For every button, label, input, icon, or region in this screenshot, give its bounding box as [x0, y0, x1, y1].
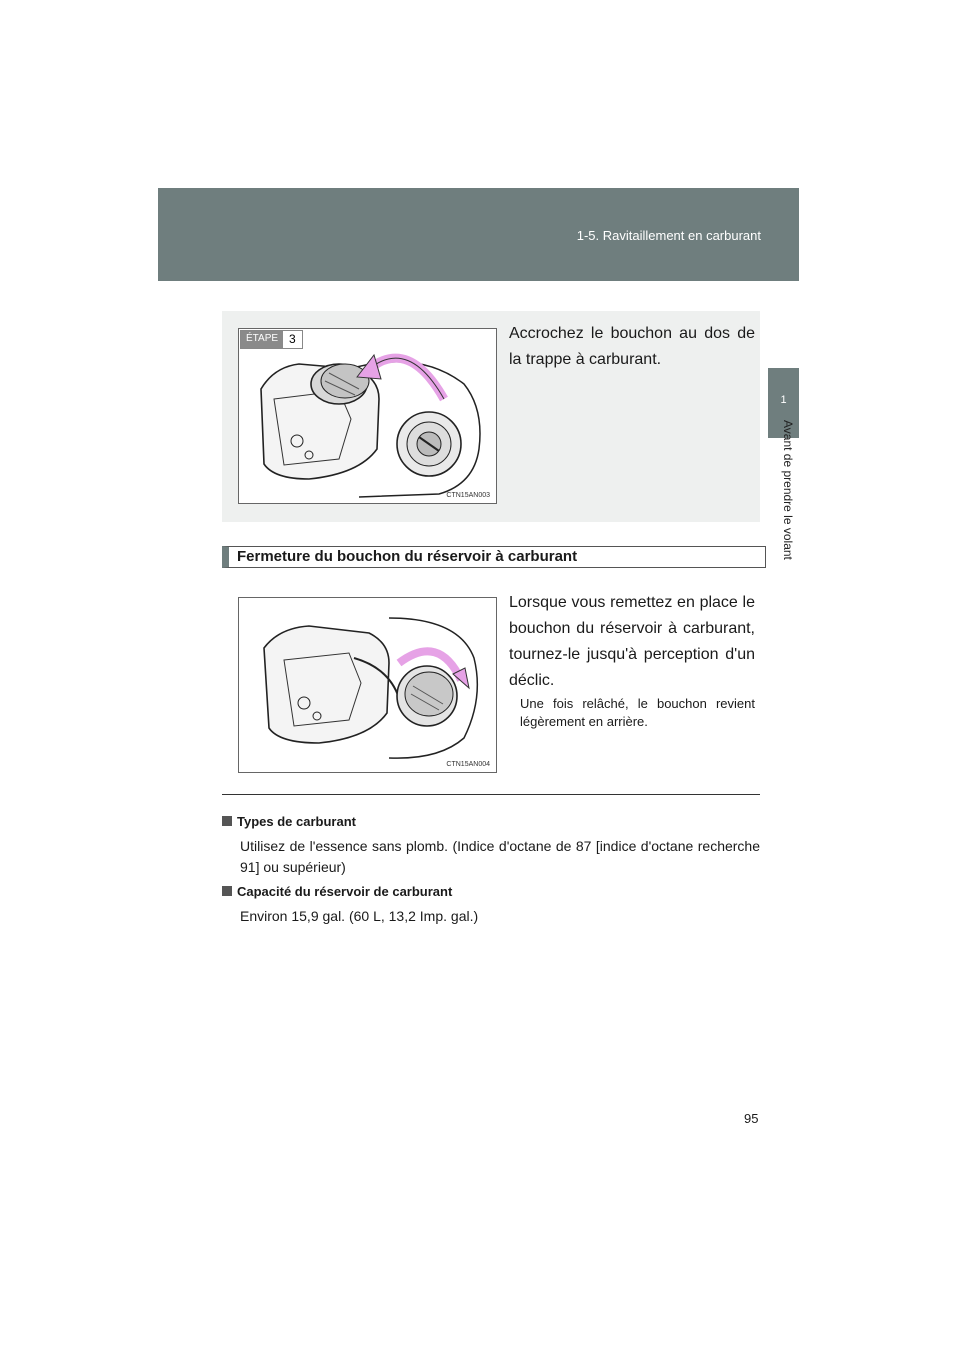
section-title: 1-5. Ravitaillement en carburant: [576, 228, 761, 243]
step-badge: [240, 330, 303, 349]
bullet-square-icon: [222, 816, 232, 826]
page-number: 95: [744, 1111, 759, 1126]
info-body: Utilisez de l'essence sans plomb. (Indice d'octane de 87 [indice d'octane recherche 91] ou supérieur): [240, 838, 760, 875]
section-heading-text: Fermeture du bouchon du réservoir à carburant: [237, 548, 578, 565]
step-badge-number: 3: [283, 331, 302, 348]
info-item: [222, 814, 760, 878]
fuel-door-open-illustration: [239, 329, 496, 503]
info-body: Environ 15,9 gal. (60 L, 13,2 Imp. gal.): [240, 908, 479, 924]
divider: [222, 794, 760, 795]
figure-hang-cap: [238, 328, 497, 504]
section-heading: [222, 546, 766, 568]
closing-instruction: Lorsque vous remettez en place le bouchon du réservoir à carburant, tournez-le jusqu'à perception d'un déclic.: [509, 594, 755, 689]
chapter-number: 1: [780, 394, 787, 406]
info-title: Types de carburant: [237, 814, 356, 829]
figure-code: CTN15AN004: [446, 761, 490, 768]
step-badge-label: ÉTAPE: [241, 331, 283, 348]
figure-code: CTN15AN003: [446, 492, 490, 499]
figure-close-cap: [238, 597, 497, 773]
chapter-title: Avant de prendre le volant: [781, 420, 795, 560]
step-instruction: Accrochez le bouchon au dos de la trappe à carburant.: [509, 325, 755, 368]
info-title: Capacité du réservoir de carburant: [237, 884, 453, 899]
header-bar: [158, 188, 799, 281]
closing-note: Une fois relâché, le bouchon revient légèrement en arrière.: [520, 696, 755, 729]
info-item: [222, 884, 760, 927]
bullet-square-icon: [222, 886, 232, 896]
fuel-cap-closing-illustration: [239, 598, 496, 772]
